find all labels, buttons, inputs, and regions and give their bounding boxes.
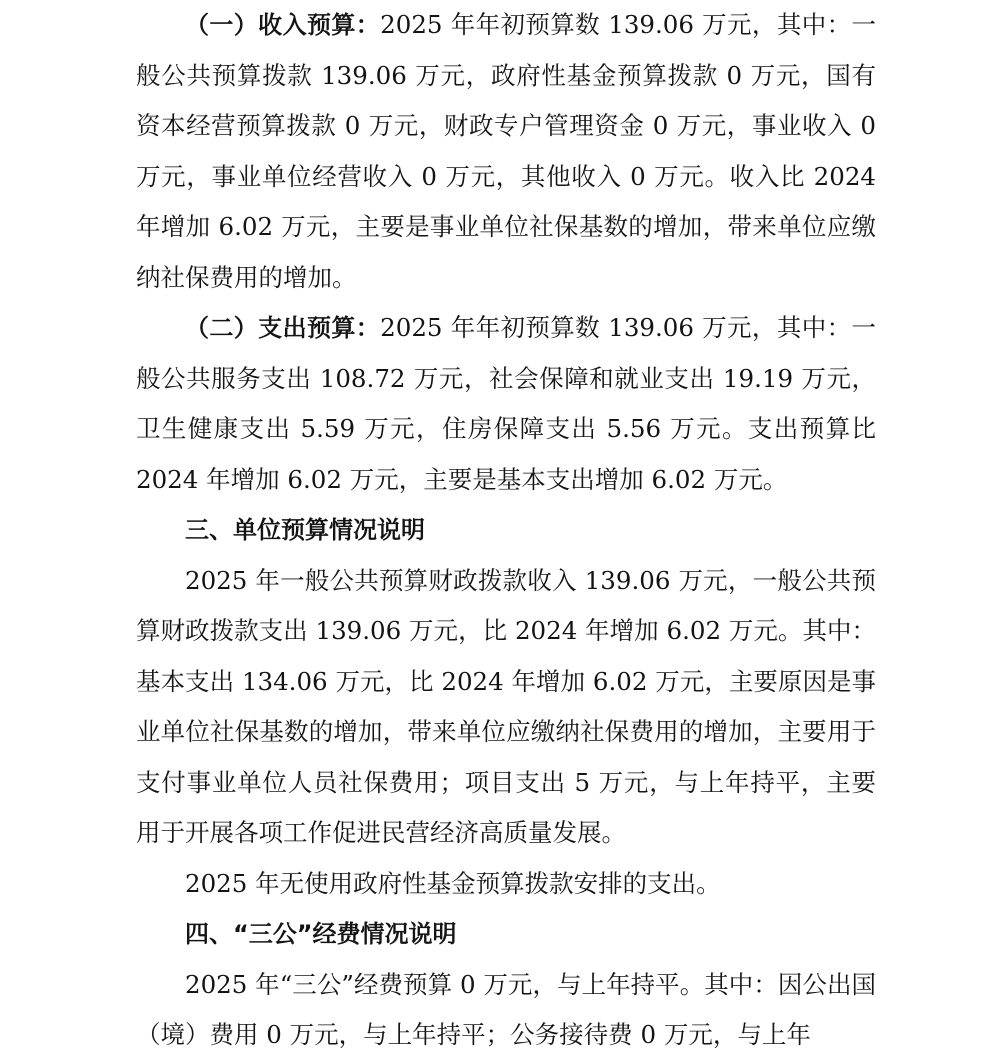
paragraph-unit-budget: 2025 年一般公共预算财政拨款收入 139.06 万元，一般公共预算财政拨款支出 139.06 万元，比 2024 年增加 6.02 万元。其中：基本支出 134.06 万元，比 2024 年增加 6.02 万元，主要原因是事业单位社保基数的增加，带来单位应缴纳社保费用的增加，主要用于支付事业单位人员社保费用；项目支出 5 万元，与上年持平，主要用于开展各项工作促进民营经济高质量发展。 bbox=[136, 565, 876, 847]
paragraph-body-revenue: 2025 年年初预算数 139.06 万元，其中：一般公共预算拨款 139.06 万元，政府性基金预算拨款 0 万元，国有资本经营预算拨款 0 万元，财政专户管理资金 0 万元，事业收入 0 万元，事业单位经营收入 0 万元，其他收入 0 万元。收入比 2024 年增加 6.02 万元，主要是事业单位社保基数的增加，带来单位应缴纳社保费用的增加。 bbox=[136, 10, 876, 292]
section-heading-unit-budget: 三、单位预算情况说明 bbox=[185, 516, 425, 544]
paragraph-lead-revenue: （一）收入预算： bbox=[185, 11, 381, 39]
paragraph-government-fund: 2025 年无使用政府性基金预算拨款安排的支出。 bbox=[185, 868, 721, 898]
paragraph-three-public: 2025 年“三公”经费预算 0 万元，与上年持平。其中：因公出国（境）费用 0 万元，与上年持平；公务接待费 0 万元，与上年 bbox=[136, 969, 876, 1049]
document-page bbox=[136, 0, 876, 1061]
paragraph-expenditure-budget bbox=[136, 303, 876, 505]
section-heading-three-public: 四、“三公”经费情况说明 bbox=[185, 920, 457, 948]
paragraph-lead-expenditure: （二）支出预算： bbox=[185, 314, 381, 342]
paragraph-revenue-budget bbox=[136, 0, 876, 303]
paragraph-body-expenditure: 2025 年年初预算数 139.06 万元，其中：一般公共服务支出 108.72 万元，社会保障和就业支出 19.19 万元，卫生健康支出 5.59 万元，住房保障支出 5.56 万元。支出预算比 2024 年增加 6.02 万元，主要是基本支出增加 6.02 万元。 bbox=[136, 313, 876, 494]
